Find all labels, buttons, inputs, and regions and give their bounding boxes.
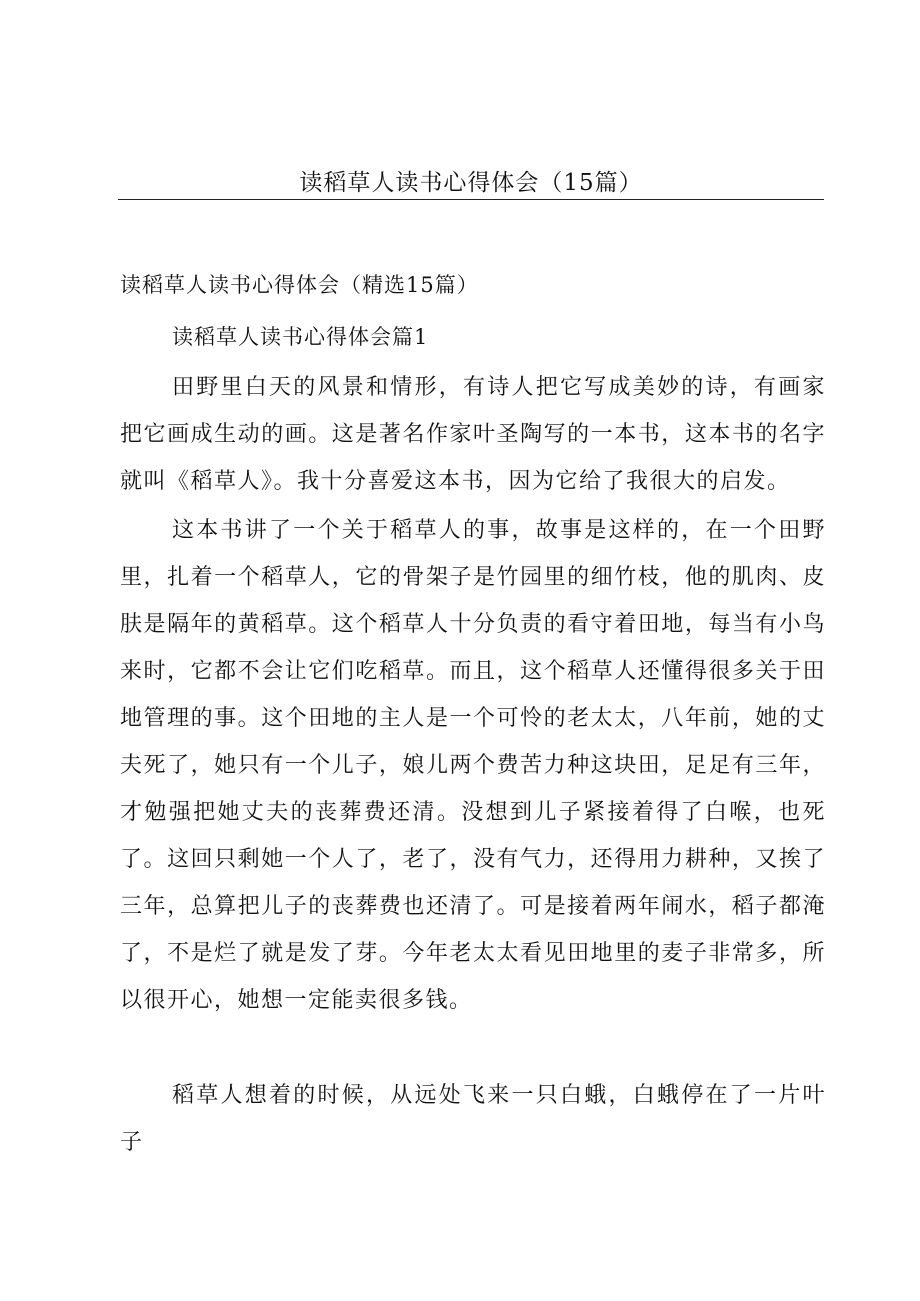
paragraph-2: 这本书讲了一个关于稻草人的事，故事是这样的，在一个田野里，扎着一个稻草人，它的骨架子是竹园里的细竹枝，他的肌肉、皮肤是隔年的黄稻草。这个稻草人十分负责的看守着田地，每当有小鸟来时，它都不会让它们吃稻草。而且，这个稻草人还懂得很多关于田地管理的事。这个田地的主人是一个可怜的老太太，八年前，她的丈夫死了，她只有一个儿子，娘儿两个费苦力种这块田，足足有三年，才勉强把她丈夫的丧葬费还清。没想到儿子紧接着得了白喉，也死了。这回只剩她一个人了，老了，没有气力，还得用力耕种，又挨了三年，总算把儿子的丧葬费也还清了。可是接着两年闹水，稻子都淹了，不是烂了就是发了芽。今年老太太看见田地里的麦子非常多，所以很开心，她想一定能卖很多钱。: [120, 518, 826, 1013]
paragraph-1: 田野里白天的风景和情形，有诗人把它写成美妙的诗，有画家把它画成生动的画。这是著名作家叶圣陶写的一本书，这本书的名字就叫《稻草人》。我十分喜爱这本书，因为它给了我很大的启发。: [120, 375, 826, 494]
paragraph-3: 稻草人想着的时候，从远处飞来一只白蛾，白蛾停在了一片叶子: [120, 1083, 826, 1155]
header-rule: [118, 199, 824, 200]
section-heading: 读稻草人读书心得体会篇1: [172, 325, 429, 349]
document-subtitle: 读稻草人读书心得体会（精选15篇）: [120, 273, 479, 297]
page-header-title: 读稻草人读书心得体会（15篇）: [299, 170, 643, 196]
